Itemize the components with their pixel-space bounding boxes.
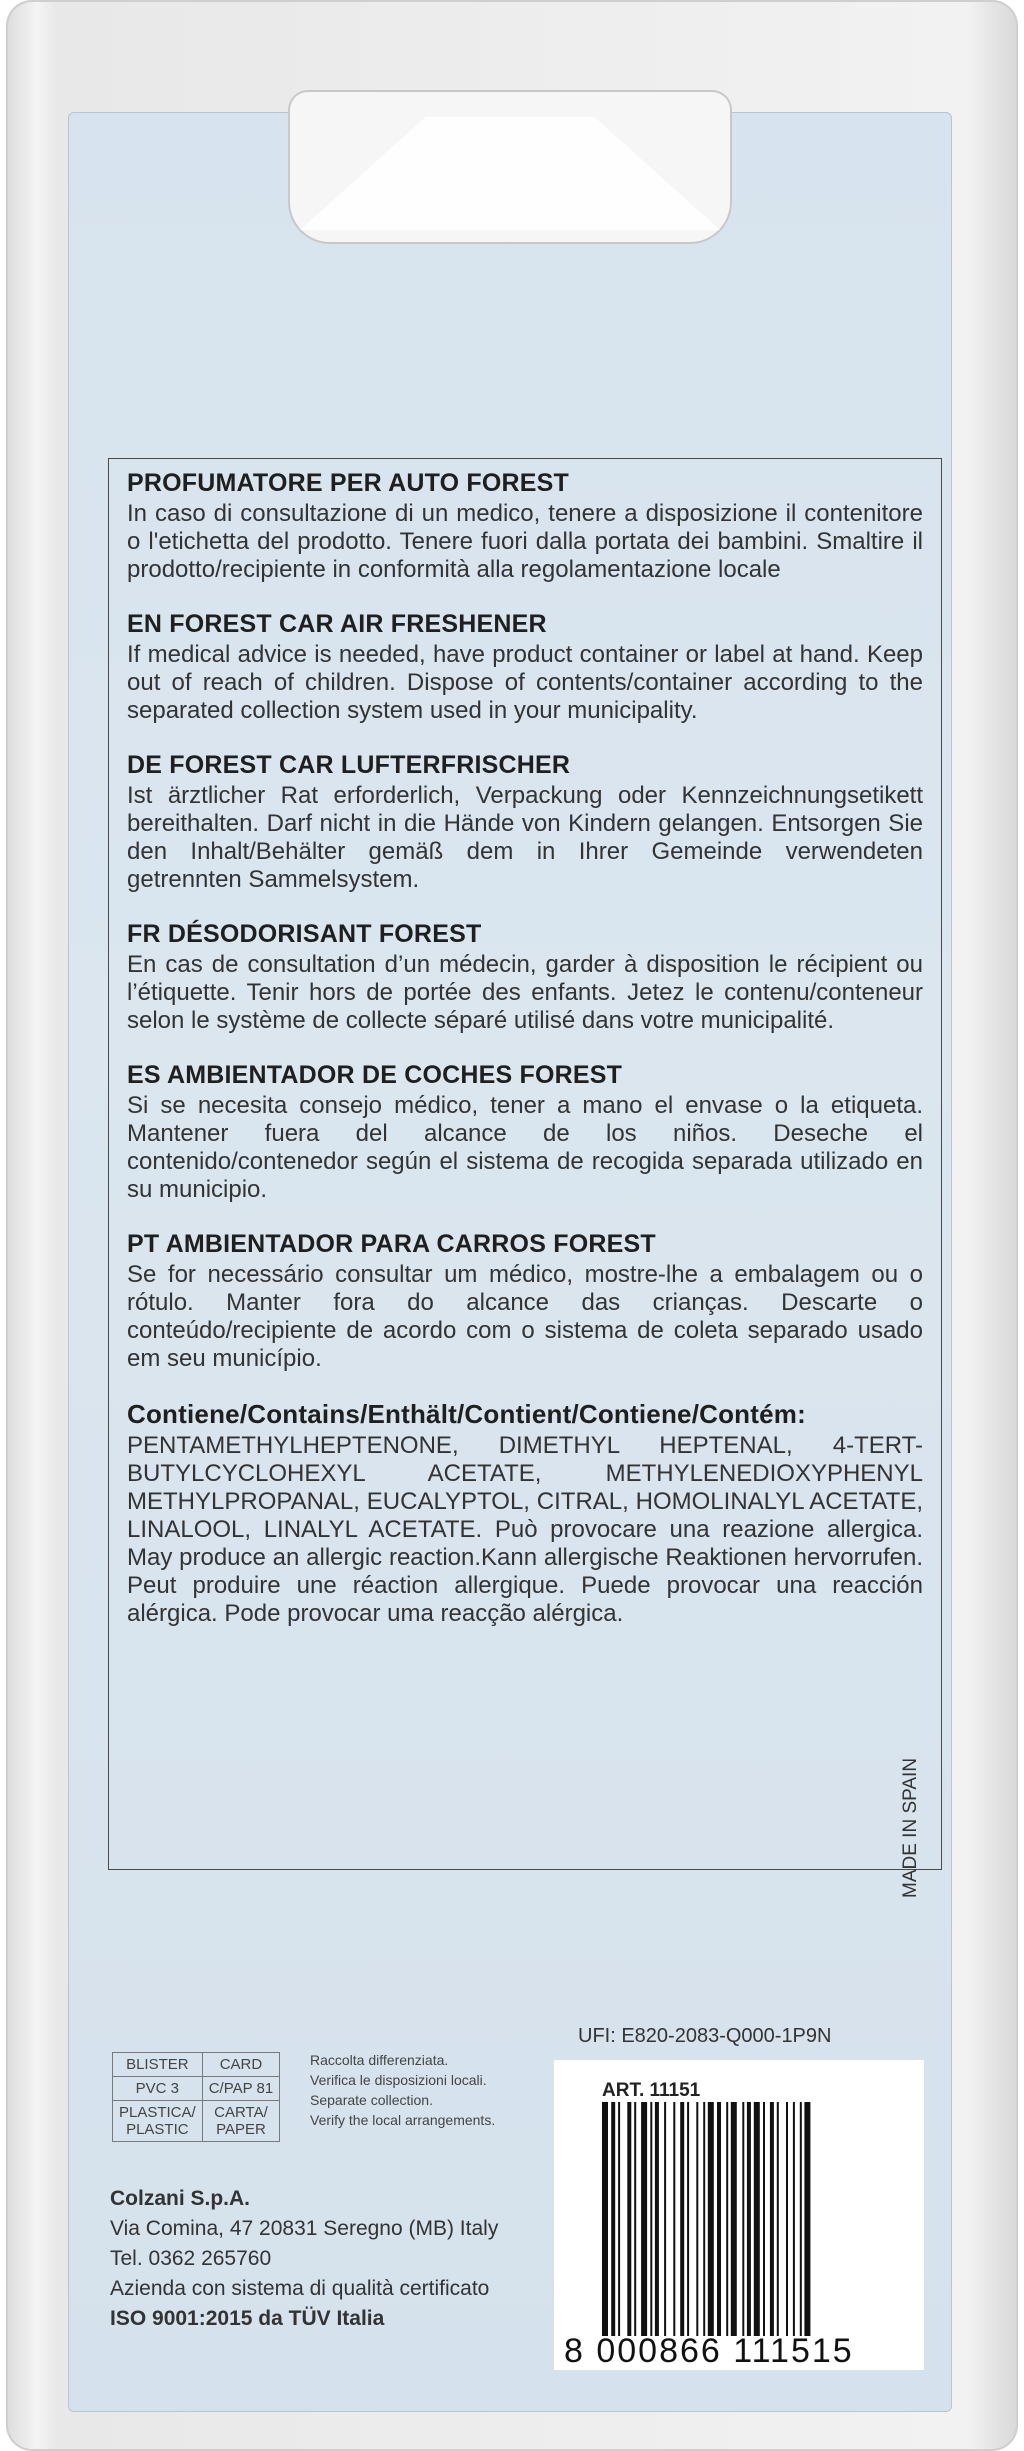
barcode-stripe bbox=[703, 2102, 705, 2336]
recycling-note-line: Verify the local arrangements. bbox=[310, 2112, 496, 2128]
company-info bbox=[110, 2184, 498, 2334]
section-title: PROFUMATORE PER AUTO FOREST bbox=[127, 469, 569, 497]
barcode-stripe bbox=[742, 2102, 744, 2336]
barcode-stripe bbox=[680, 2102, 684, 2336]
barcode-stripe bbox=[786, 2102, 788, 2336]
barcode-number: 8 000866 111515 bbox=[564, 2332, 854, 2370]
barcode-stripe bbox=[634, 2102, 636, 2336]
section-title: ES AMBIENTADOR DE COCHES FOREST bbox=[127, 1061, 623, 1089]
recycle-cell: C/PAP 81 bbox=[202, 2077, 279, 2101]
section-body: Ist ärztlicher Rat erforderlich, Verpackung oder Kennzeichnungsetikett bereithalten. Darf nicht in die Hände von Kindern gelangen. Entsorgen Sie den Inhalt/Behälter gemäß dem in Ihrer Gemeinde verwendeten getrennten Sammelsystem. bbox=[127, 782, 923, 893]
section-title: DE FOREST CAR LUFTERFRISCHER bbox=[127, 751, 571, 779]
barcode-stripe bbox=[602, 2102, 608, 2336]
section-body: Si se necesita consejo médico, tener a mano el envase o la etiqueta. Mantener fuera del alcance de los niños. Deseche el contenido/contenedor según el sistema de recogida separada utilizado en su municipio. bbox=[127, 1092, 923, 1203]
barcode-stripe bbox=[627, 2102, 631, 2336]
barcode-stripe bbox=[777, 2102, 779, 2336]
barcode bbox=[602, 2102, 902, 2336]
recycle-cell: CARTA/ PAPER bbox=[202, 2101, 279, 2142]
barcode-stripe bbox=[717, 2102, 721, 2336]
contains-title: Contiene/Contains/Enthält/Contient/Contiene/Contém: bbox=[127, 1399, 806, 1429]
barcode-stripe bbox=[611, 2102, 615, 2336]
section-contains bbox=[127, 1399, 923, 1628]
section-de bbox=[127, 751, 923, 894]
ufi-code: UFI: E820-2083-Q000-1P9N bbox=[578, 2025, 832, 2047]
barcode-stripe bbox=[804, 2102, 810, 2336]
barcode-stripe bbox=[731, 2102, 737, 2336]
barcode-stripe bbox=[650, 2102, 652, 2336]
barcode-stripe bbox=[800, 2102, 802, 2336]
barcode-stripe bbox=[747, 2102, 751, 2336]
barcode-stripe bbox=[618, 2102, 620, 2336]
recycling-note-line: Separate collection. bbox=[310, 2092, 433, 2108]
barcode-stripe bbox=[696, 2102, 698, 2336]
section-body: Se for necessário consultar um médico, mostre-lhe a embalagem ou o rótulo. Manter fora do alcance das crianças. Descarte o conteúdo/recipiente de acordo com o sistema de coleta separado usado em seu município. bbox=[127, 1261, 923, 1372]
barcode-stripe bbox=[655, 2102, 659, 2336]
recycling-table bbox=[112, 2052, 280, 2142]
barcode-stripe bbox=[793, 2102, 795, 2336]
barcode-stripe bbox=[726, 2102, 728, 2336]
recycling-note-line: Verifica le disposizioni locali. bbox=[310, 2072, 487, 2088]
barcode-stripe bbox=[708, 2102, 714, 2336]
recycle-cell: BLISTER bbox=[113, 2053, 203, 2077]
recycle-cell: CARD bbox=[202, 2053, 279, 2077]
company-iso: ISO 9001:2015 da TÜV Italia bbox=[110, 2307, 385, 2330]
section-pt bbox=[127, 1230, 923, 1373]
made-in-label: MADE IN SPAIN bbox=[900, 1757, 921, 1898]
section-body: If medical advice is needed, have product container or label at hand. Keep out of reach of children. Dispose of contents/container according to the separated collection system used in your municipality. bbox=[127, 641, 923, 724]
section-title: EN FOREST CAR AIR FRESHENER bbox=[127, 610, 547, 638]
section-fr bbox=[127, 920, 923, 1035]
barcode-stripe bbox=[754, 2102, 760, 2336]
section-title: FR DÉSODORISANT FOREST bbox=[127, 920, 482, 948]
section-title: PT AMBIENTADOR PARA CARROS FOREST bbox=[127, 1230, 656, 1258]
contains-body: PENTAMETHYLHEPTENONE, DIMETHYL HEPTENAL, 4-TERT-BUTYLCYCLOHEXYL ACETATE, METHYLENEDIOXYPHENYL METHYLPROPANAL, EUCALYPTOL, CITRAL, HOMOLINALYL ACETATE, LINALOOL, LINALYL ACETATE. Può provocare una reazione allergica. May produce an allergic reaction.Kann allergische Reaktionen hervorrufen. Peut produire une réaction allergique. Puede provocar una reacción alérgica. Pode provocar uma reacção alérgica. bbox=[127, 1432, 923, 1627]
barcode-stripe bbox=[687, 2102, 689, 2336]
section-it bbox=[127, 469, 923, 584]
section-en bbox=[127, 610, 923, 725]
company-phone: Tel. 0362 265760 bbox=[110, 2247, 272, 2270]
barcode-stripe bbox=[763, 2102, 765, 2336]
section-body: En cas de consultation d’un médecin, garder à disposition le récipient ou l’étiquette. Tenir hors de portée des enfants. Jetez le contenu/conteneur selon le système de collecte séparé utilisé dans votre municipalité. bbox=[127, 951, 923, 1034]
section-es bbox=[127, 1061, 923, 1204]
company-address: Via Comina, 47 20831 Seregno (MB) Italy bbox=[110, 2217, 499, 2240]
recycling-note bbox=[310, 2050, 495, 2130]
company-name: Colzani S.p.A. bbox=[110, 2187, 251, 2210]
barcode-stripe bbox=[664, 2102, 666, 2336]
recycle-cell: PLASTICA/ PLASTIC bbox=[113, 2101, 203, 2142]
recycling-note-line: Raccolta differenziata. bbox=[310, 2052, 449, 2068]
barcode-stripe bbox=[770, 2102, 774, 2336]
section-body: In caso di consultazione di un medico, tenere a disposizione il contenitore o l'etichetta del prodotto. Tenere fuori dalla portata dei bambini. Smaltire il prodotto/recipiente in conformità alla regolamentazione locale bbox=[127, 500, 923, 583]
barcode-stripe bbox=[641, 2102, 647, 2336]
barcode-stripe bbox=[673, 2102, 675, 2336]
product-label-box bbox=[108, 458, 942, 1870]
article-number: ART. 11151 bbox=[602, 2080, 701, 2101]
recycle-cell: PVC 3 bbox=[113, 2077, 203, 2101]
company-quality: Azienda con sistema di qualità certificato bbox=[110, 2277, 490, 2300]
